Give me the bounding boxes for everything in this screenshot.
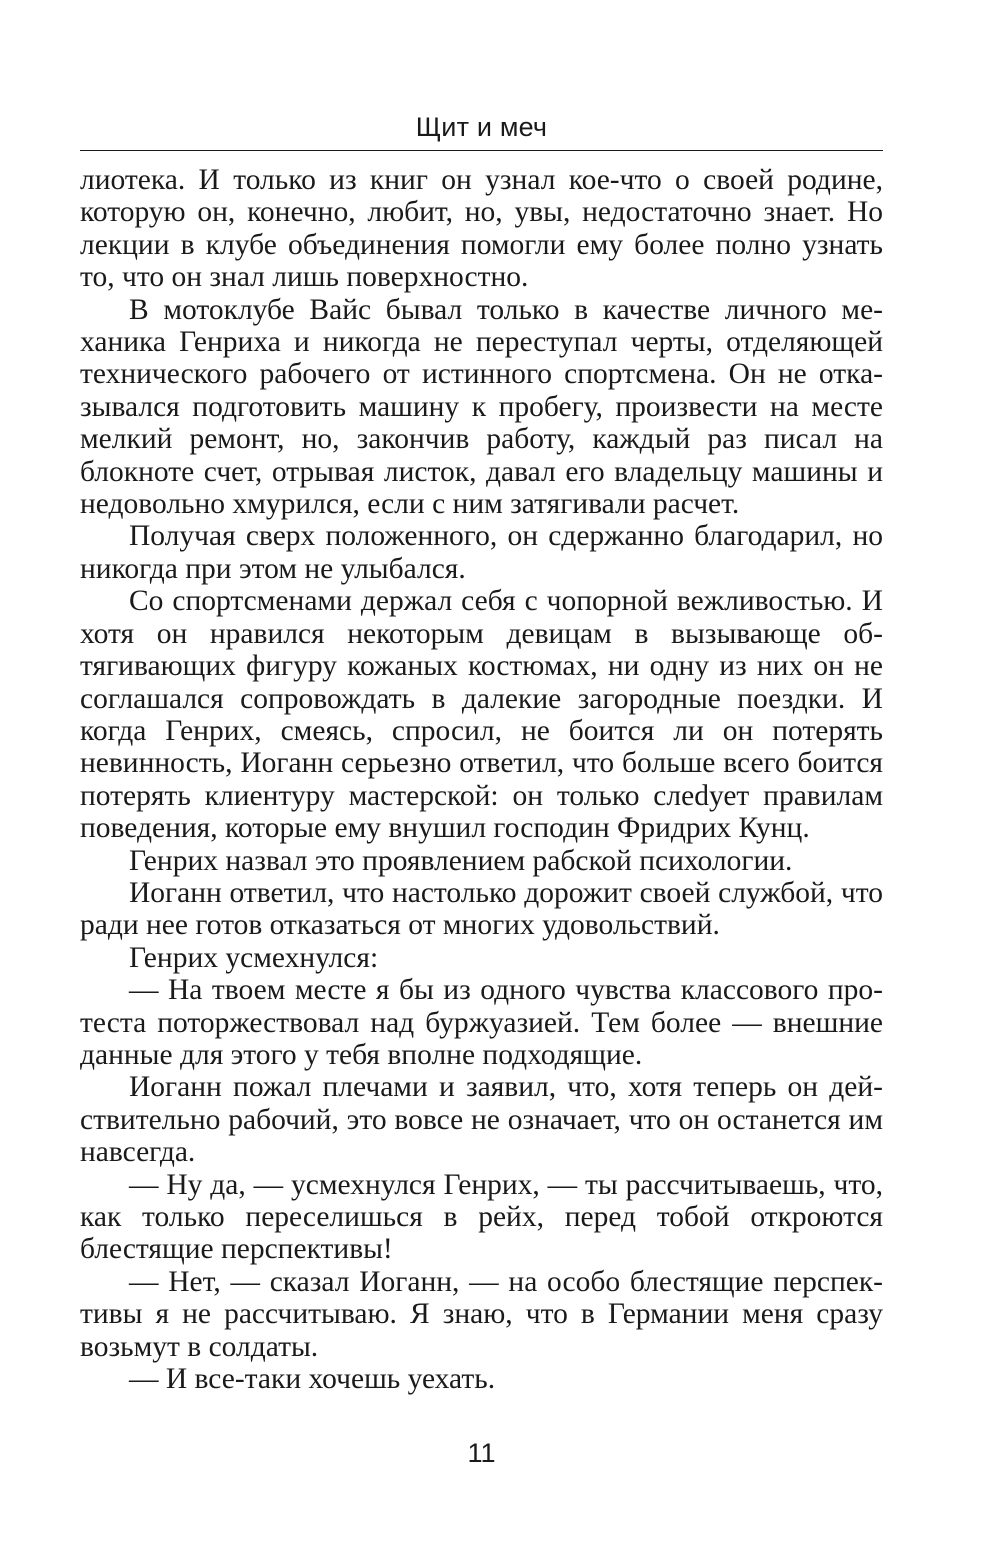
paragraph-6: Иоганн ответил, что настолько дорожит своей службой, что ради нее готов отказаться от многих удовольствий.: [80, 876, 883, 942]
paragraph-3: Получая сверх положенного, он сдержанно благодарил, но никогда при этом не улыбался.: [80, 520, 883, 585]
page-number: 11: [467, 1438, 496, 1468]
paragraph-10: — Ну да, — усмехнулся Генрих, — ты рассчитываешь, что, как только переселишься в рейх, перед тобой откроются блестящие перспективы!: [80, 1168, 883, 1266]
paragraph-11: — Нет, — сказал Иоганн, — на особо блестящие перспективы я не рассчитываю. Я знаю, что в Германии меня сразу возьмут в солдаты.: [80, 1265, 883, 1363]
paragraph-9: Иоганн пожал плечами и заявил, что, хотя теперь он действительно рабочий, это вовсе не означает, что он останется им навсегда.: [80, 1071, 883, 1169]
paragraph-7: Генрих усмехнулся:: [129, 941, 379, 974]
paragraph-2: В мотоклубе Вайс бывал только в качестве личного механика Генриха и никогда не переступал черты, отделяющей технического рабочего от истинного спортсмена. Он не отказывался подготовить машину к пробегу, произвести на месте мелкий ремонт, но, закончив работу, каждый раз писал на блокноте счет, отрывая листок, давал его владельцу машины и недовольно хмурился, если с ним затягивали расчет.: [80, 293, 883, 521]
paragraph-12: — И все-таки хочешь уехать.: [129, 1363, 496, 1396]
paragraph-1: лиотека. И только из книг он узнал кое-что о своей родине, которую он, конечно, любит, но, увы, недостаточно знает. Но лекции в клубе объединения помогли ему более полно узнать то, что он знал лишь поверхностно.: [80, 164, 883, 294]
paragraph-8: — На твоем месте я бы из одного чувства классового протеста поторжествовал над буржуазией. Тем более — внешние данные для этого у тебя вполне подходящие.: [80, 974, 883, 1071]
paragraph-5: Генрих назвал это проявлением рабской психологии.: [129, 844, 793, 877]
body-text: [80, 164, 883, 1395]
running-title: Щит и меч: [415, 112, 548, 142]
header-rule: [80, 150, 883, 151]
paragraph-4: Со спортсменами держал себя с чопорной вежливостью. И хотя он нравился некоторым девицам в вызывающе обтягивающих фигуру кожаных костюмах, ни одну из них он не соглашался сопровождать в далекие загородные поездки. И когда Генрих, смеясь, спросил, не боится ли он потерять невинность, Иоганн серьезно ответил, что больше всего боится потерять клиентуру мастерской: он только слеdует правилам поведения, которые ему внушил господин Фридрих Кунц.: [80, 585, 883, 845]
